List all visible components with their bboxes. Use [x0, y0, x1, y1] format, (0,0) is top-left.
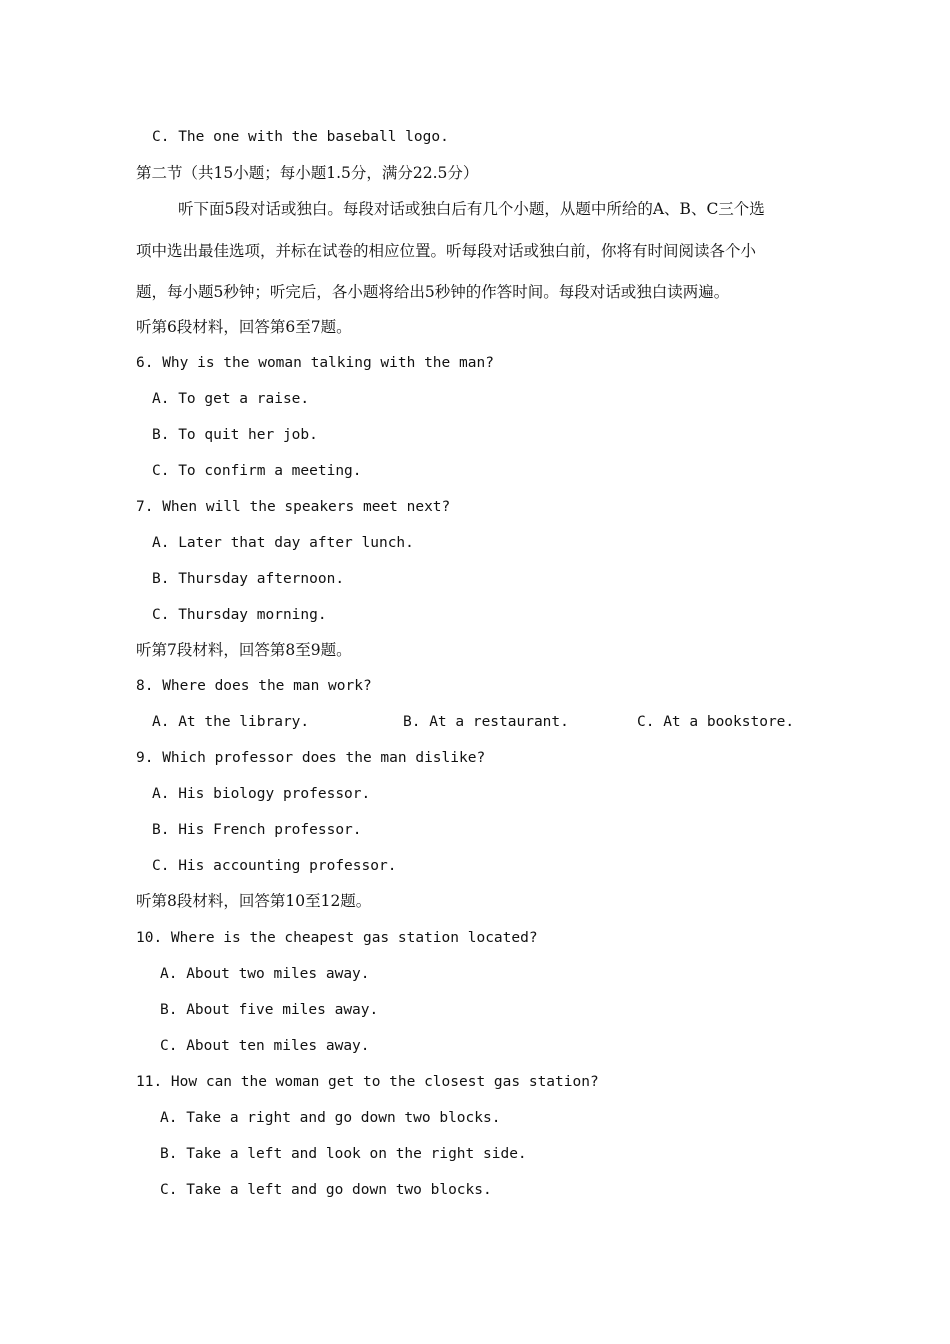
question-9-option-a: A. His biology professor.: [152, 786, 371, 802]
question-11-option-b: B. Take a left and look on the right side.: [160, 1146, 527, 1162]
question-9: 9. Which professor does the man dislike?: [136, 750, 486, 766]
question-11-option-c: C. Take a left and go down two blocks.: [160, 1182, 492, 1198]
section-heading: 第二节（共15小题；每小题1.5分，满分22.5分）: [136, 164, 479, 182]
question-7: 7. When will the speakers meet next?: [136, 499, 451, 515]
question-8-option-c: C. At a bookstore.: [637, 714, 795, 730]
question-8-option-b: B. At a restaurant.: [403, 714, 569, 730]
instructions-line-2: 项中选出最佳选项，并标在试卷的相应位置。听每段对话或独白前，你将有时间阅读各个小: [136, 242, 757, 260]
question-8-option-a: A. At the library.: [152, 714, 310, 730]
question-11-option-a: A. Take a right and go down two blocks.: [160, 1110, 501, 1126]
question-7-option-b: B. Thursday afternoon.: [152, 571, 345, 587]
question-11: 11. How can the woman get to the closest gas station?: [136, 1074, 599, 1090]
question-7-option-a: A. Later that day after lunch.: [152, 535, 414, 551]
instructions-line-3: 题，每小题5秒钟；听完后，各小题将给出5秒钟的作答时间。每段对话或独白读两遍。: [136, 283, 730, 301]
question-7-option-c: C. Thursday morning.: [152, 607, 327, 623]
question-6-option-a: A. To get a raise.: [152, 391, 310, 407]
question-10-option-b: B. About five miles away.: [160, 1002, 379, 1018]
question-10-option-a: A. About two miles away.: [160, 966, 370, 982]
question-9-option-c: C. His accounting professor.: [152, 858, 397, 874]
question-10-option-c: C. About ten miles away.: [160, 1038, 370, 1054]
material-8-header: 听第8段材料，回答第10至12题。: [136, 892, 372, 910]
question-10: 10. Where is the cheapest gas station located?: [136, 930, 538, 946]
instructions-line-1: 听下面5段对话或独白。每段对话或独白后有几个小题，从题中所给的A、B、C三个选: [178, 200, 765, 218]
material-7-header: 听第7段材料，回答第8至9题。: [136, 641, 352, 659]
question-6-option-b: B. To quit her job.: [152, 427, 318, 443]
question-8: 8. Where does the man work?: [136, 678, 372, 694]
question-8-options: [152, 712, 832, 732]
material-6-header: 听第6段材料，回答第6至7题。: [136, 318, 352, 336]
question-9-option-b: B. His French professor.: [152, 822, 362, 838]
question-6: 6. Why is the woman talking with the man?: [136, 355, 494, 371]
question-6-option-c: C. To confirm a meeting.: [152, 463, 362, 479]
option-c-previous-question: C. The one with the baseball logo.: [152, 129, 449, 145]
